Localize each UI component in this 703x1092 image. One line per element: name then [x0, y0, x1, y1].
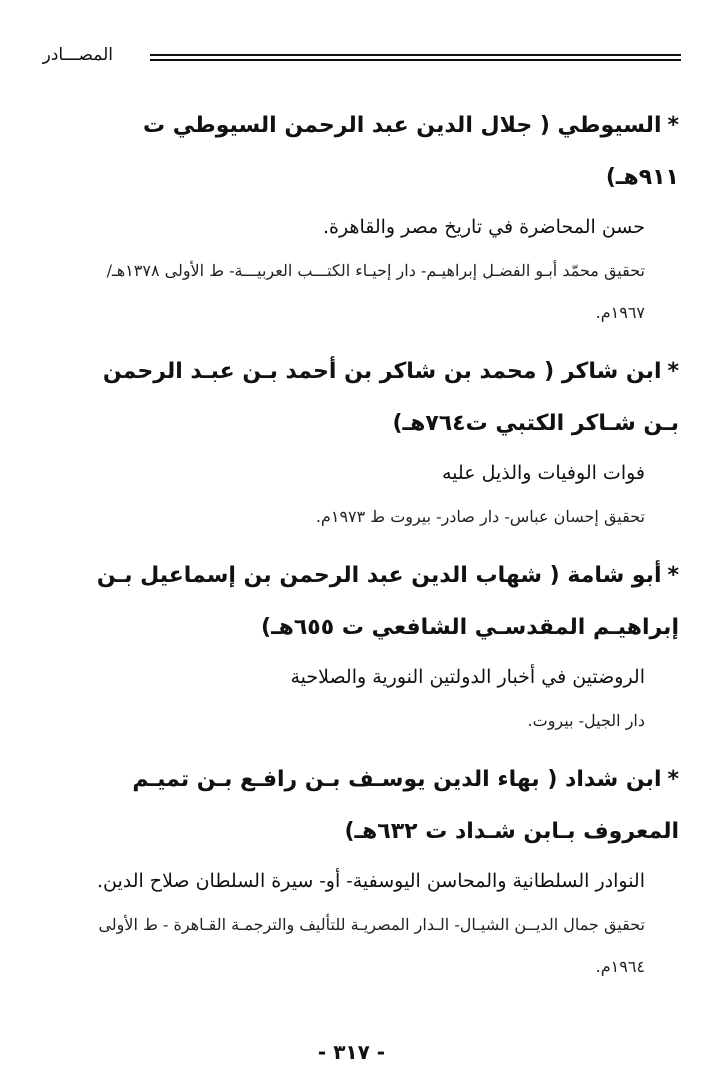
- entry-edition: تحقيق جمال الديــن الشيـال- الـدار المصريـة للتأليف والترجمـة القـاهرة - ط الأولى ١٩٦٤م.: [98, 915, 645, 976]
- entry-work-title: الروضتين في أخبار الدولتين النورية والصلاحية: [290, 666, 645, 688]
- entry-heading: *ابن شداد ( بهاء الدين يوسـف بـن رافـع بـن تميـم المعروف بـابن شـداد ت ٦٣٢هـ): [132, 767, 679, 844]
- asterisk-icon: *: [667, 767, 679, 792]
- header-rule-bottom: [150, 59, 681, 61]
- entry-heading: *أبو شامة ( شهاب الدين عبد الرحمن بن إسماعيل بـن إبراهيـم المقدسـي الشافعي ت ٦٥٥هـ): [96, 563, 679, 640]
- running-header-title: المصـــادر: [42, 45, 113, 65]
- header-rule-top: [150, 54, 681, 56]
- bibliography-entry: [70, 754, 679, 988]
- asterisk-icon: *: [667, 113, 679, 138]
- header-double-rule: [150, 54, 681, 68]
- asterisk-icon: *: [667, 563, 679, 588]
- entry-edition: تحقيق محمّد أبـو الفضـل إبراهيـم- دار إحيـاء الكتـــب العربيـــة- ط الأولى ١٣٧٨هـ/١٩٦٧م.: [106, 261, 645, 322]
- bibliography-entry: [70, 346, 679, 538]
- entry-work-title: حسن المحاضرة في تاريخ مصر والقاهرة.: [322, 216, 645, 238]
- entry-heading: *السيوطي ( جلال الدين عبد الرحمن السيوطي ت ٩١١هـ): [143, 113, 679, 190]
- page-number: - ٣١٧ -: [317, 1040, 386, 1064]
- bibliography-list: [70, 100, 679, 1000]
- entry-edition: دار الجيل- بيروت.: [527, 711, 645, 730]
- entry-work-title: فوات الوفيات والذيل عليه: [442, 462, 645, 484]
- entry-heading: *ابن شاكر ( محمد بن شاكر بن أحمد بـن عبـد الرحمن بـن شـاكر الكتبي ت٧٦٤هـ): [102, 359, 679, 436]
- entry-work-title: النوادر السلطانية والمحاسن اليوسفية- أو- سيرة السلطان صلاح الدين.: [96, 870, 645, 892]
- asterisk-icon: *: [667, 359, 679, 384]
- bibliography-entry: [70, 100, 679, 334]
- bibliography-entry: [70, 550, 679, 742]
- entry-edition: تحقيق إحسان عباس- دار صادر- بيروت ط ١٩٧٣م.: [315, 507, 645, 526]
